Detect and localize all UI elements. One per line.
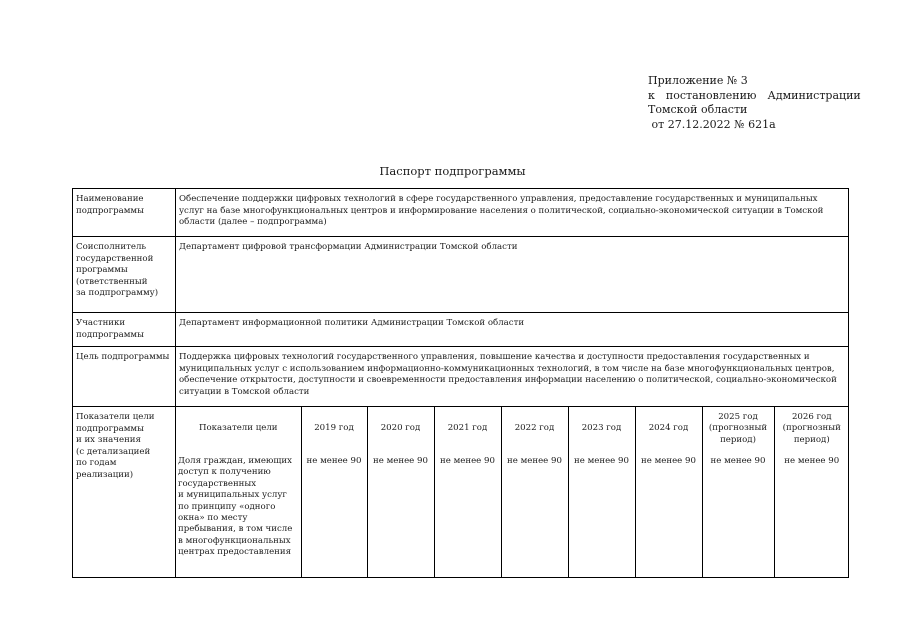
row-label: Наименование подпрограммы xyxy=(73,189,176,237)
passport-table xyxy=(72,188,849,578)
row-value: Департамент информационной политики Администрации Томской области xyxy=(176,313,849,347)
indicator-value: не менее 90 xyxy=(635,451,702,577)
row-value: Обеспечение поддержки цифровых технологий в сфере государственного управления, предоставление государственных и муниципальных услуг на базе многофункциональных центров и информирование населения о политической, социально-экономической ситуации в Томской области (далее – подпрограмма) xyxy=(176,189,849,237)
appendix-line: Приложение № 3 xyxy=(648,74,748,87)
indicators-data-row xyxy=(176,451,849,577)
row-label: Цель подпрограммы xyxy=(73,347,176,407)
indicator-value: не менее 90 xyxy=(702,451,774,577)
table-row xyxy=(73,189,849,237)
indicator-value: не менее 90 xyxy=(434,451,501,577)
row-value: Поддержка цифровых технологий государственного управления, повышение качества и доступности предоставления государственных и муниципальных услуг с использованием информационно-коммуникационных технологий, в том числе на базе многофункциональных центров, обеспечение открытости, доступности и своевременности предоставления информации населению о политической, социально-экономической ситуации в Томской области xyxy=(176,347,849,407)
row-label: Показатели цели подпрограммы и их значения (с детализацией по годам реализации) xyxy=(73,407,176,578)
row-label: Участники подпрограммы xyxy=(73,313,176,347)
header-year: 2025 год (прогнозный период) xyxy=(702,407,774,451)
header-year: 2023 год xyxy=(568,407,635,451)
header-year: 2026 год (прогнозный период) xyxy=(774,407,849,451)
header-year: 2024 год xyxy=(635,407,702,451)
table-row xyxy=(73,347,849,407)
indicators-header-row xyxy=(176,407,849,451)
indicator-value: не менее 90 xyxy=(568,451,635,577)
indicator-name: Доля граждан, имеющих доступ к получению государственных и муниципальных услуг по принципу «одного окна» по месту пребывания, в том числе в многофункциональных центрах предоставления xyxy=(176,451,301,577)
header-year: 2021 год xyxy=(434,407,501,451)
header-indicator-name: Показатели цели xyxy=(176,407,301,451)
appendix-line: к постановлению Администрации xyxy=(648,88,861,102)
row-label: Соисполнитель государственной программы (ответственный за подпрограмму) xyxy=(73,237,176,313)
indicator-value: не менее 90 xyxy=(367,451,434,577)
indicator-value: не менее 90 xyxy=(774,451,849,577)
appendix-line: от 27.12.2022 № 621а xyxy=(648,117,776,131)
header-year: 2022 год xyxy=(501,407,568,451)
appendix-line: Томской области xyxy=(648,103,748,116)
table-row xyxy=(73,313,849,347)
header-year: 2019 год xyxy=(301,407,367,451)
indicators-cell xyxy=(176,407,849,578)
table-row xyxy=(73,407,849,578)
table-row xyxy=(73,237,849,313)
header-year: 2020 год xyxy=(367,407,434,451)
document-title: Паспорт подпрограммы xyxy=(379,164,526,178)
appendix-block xyxy=(648,74,861,132)
row-value: Департамент цифровой трансформации Администрации Томской области xyxy=(176,237,849,313)
indicators-table xyxy=(176,407,849,577)
indicator-value: не менее 90 xyxy=(301,451,367,577)
indicator-value: не менее 90 xyxy=(501,451,568,577)
